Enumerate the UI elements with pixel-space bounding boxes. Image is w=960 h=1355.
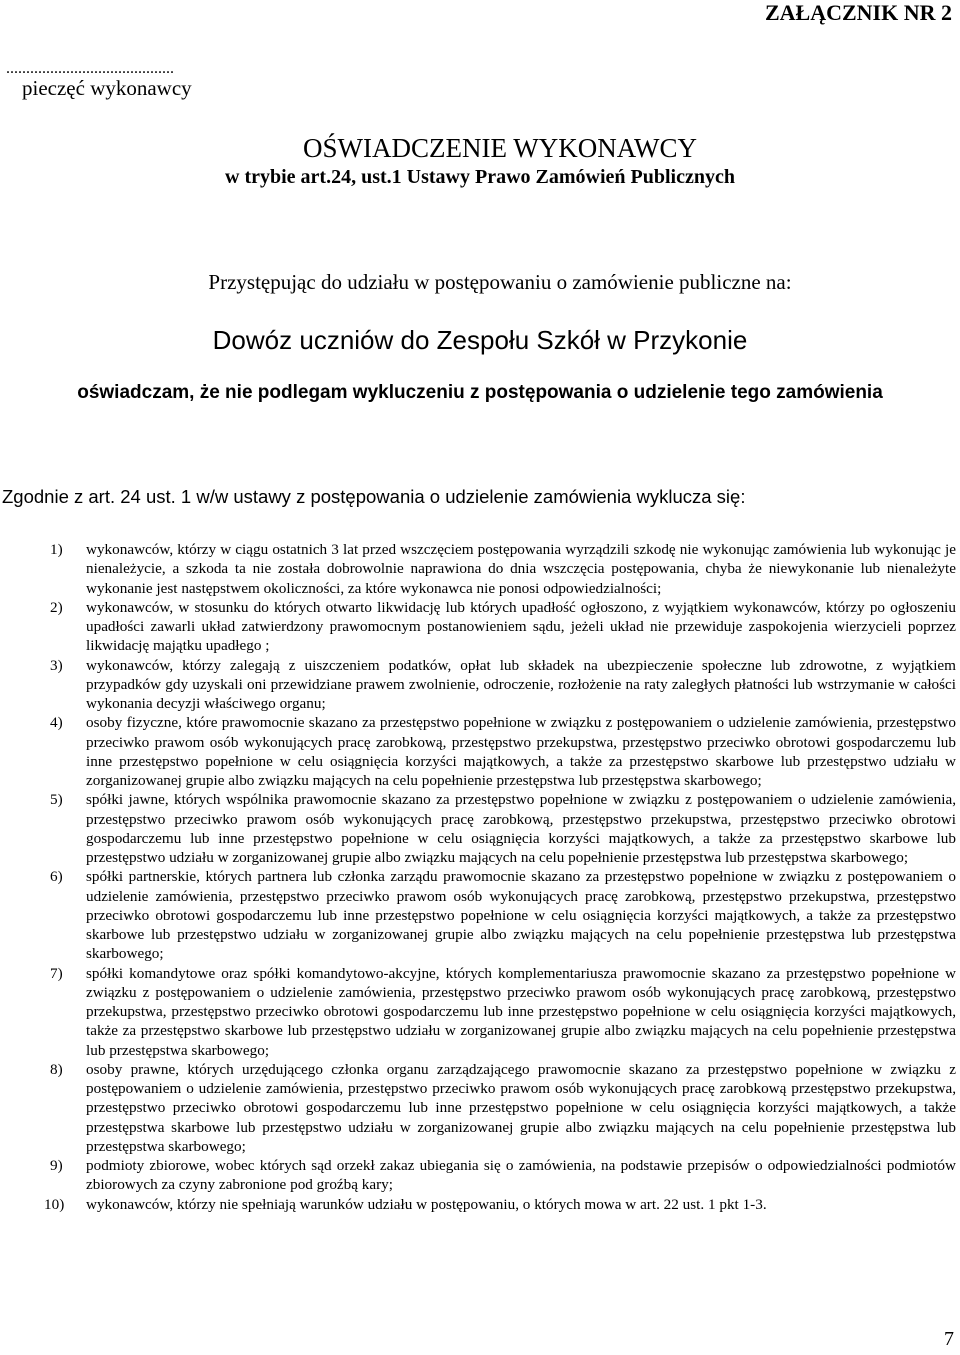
- list-item-text: spółki komandytowe oraz spółki komandytowo-akcyjne, których komplementariusza prawomocnie skazano za przestępstwo popełnione w związku z postępowaniem o udzielenie zamówienia, przestępstwo przeciwko prawom osób wykonujących pracę zarobkową, przestępstwo przekupstwa, przestępstwo przeciwko obrotowi gospodarczemu lub inne przestępstwo popełnione w celu osiągnięcia korzyści majątkowych, także za przestępstwo skarbowe lub przestępstwo udziału w zorganizowanej grupie albo związku mających na celu popełnienie przestępstwa lub przestępstwa skarbowego;: [86, 964, 956, 1059]
- list-item: [44, 1195, 956, 1214]
- list-item-text: podmioty zbiorowe, wobec których sąd orzekł zakaz ubiegania się o zamówienia, na podstawie przepisów o odpowiedzialności podmiotów zbiorowych za czyny zabronione pod groźbą kary;: [86, 1157, 956, 1194]
- exclusion-list: [44, 540, 956, 1214]
- stamp-label: pieczęć wykonawcy: [22, 76, 192, 100]
- list-item-text: wykonawców, którzy zalegają z uiszczeniem podatków, opłat lub składek na ubezpieczenie społeczne lub zdrowotne, z wyjątkiem przypadków gdy uzyskali oni przewidziane prawem zwolnienie, odroczenie, rozłożenie na raty zaległych płatności lub wstrzymanie w całości wykonania decyzji właściwego organu;: [86, 656, 956, 712]
- list-item-number: 1): [50, 541, 63, 558]
- intro-line: Przystępując do udziału w postępowaniu o zamówienie publiczne na:: [208, 270, 792, 294]
- list-item-text: spółki jawne, których wspólnika prawomocnie skazano za przestępstwo popełnione w związku z postępowaniem o udzielenie zamówienia, przestępstwo przeciwko prawom osób wykonujących pracę zarobkową, przestępstwo przekupstwa, przestępstwo przeciwko obrotowi gospodarczemu lub inne przestępstwo popełnione w celu osiągnięcia korzyści majątkowych, a także za przestępstwo skarbowe lub przestępstwo udziału w zorganizowanej grupie albo związku mających na celu popełnienie przestępstwa lub przestępstwa skarbowego;: [86, 791, 956, 866]
- stamp-placeholder-dots: ..........................................: [6, 60, 174, 77]
- attachment-label: ZAŁĄCZNIK NR 2: [764, 0, 952, 25]
- list-item-number: 10): [44, 1195, 65, 1213]
- document-title: OŚWIADCZENIE WYKONAWCY: [302, 133, 698, 163]
- list-item-text: wykonawców, którzy nie spełniają warunków udziału w postępowaniu, o których mowa w art. 22 ust. 1 pkt 1-3.: [86, 1195, 767, 1213]
- list-item-text: spółki partnerskie, których partnera lub członka zarządu prawomocnie skazano za przestępstwo popełnione w związku z postępowaniem o udzielenie zamówienia, przestępstwo przeciwko prawom osób wykonujących pracę zarobkową, przestępstwo przekupstwa, przestępstwo przeciwko obrotowi gospodarczemu lub inne przestępstwo popełnione w celu osiągnięcia korzyści majątkowych, a także za przestępstwo skarbowe lub przestępstwo udziału w zorganizowanej grupie albo związku mających na celu popełnienie przestępstwa lub przestępstwa skarbowego;: [86, 868, 956, 963]
- procurement-subject: Dowóz uczniów do Zespołu Szkół w Przykonie: [212, 325, 748, 355]
- list-item: [50, 713, 956, 790]
- list-item: [50, 540, 956, 598]
- page-number: 7: [944, 1328, 954, 1350]
- list-item-number: 8): [50, 1060, 63, 1078]
- list-item-number: 9): [50, 1157, 63, 1174]
- list-item: [50, 1060, 956, 1156]
- list-item-number: 6): [50, 868, 63, 886]
- list-item: [50, 656, 956, 714]
- list-item: [50, 964, 956, 1060]
- list-item-text: osoby prawne, których urzędującego członka organu zarządzającego prawomocnie skazano za przestępstwo popełnione w związku z postępowaniem o udzielenie zamówienia, przestępstwo przeciwko prawom osób wykonujących pracę zarobkową przestępstwo przekupstwa, przestępstwo przeciwko obrotowi gospodarczemu lub inne przestępstwo popełnione w celu osiągnięcia korzyści majątkowych, a także przestępstwa skarbowe lub przestępstwo udziału w zorganizowanej grupie albo związku mających na celu popełnienie przestępstwa lub przestępstwa skarbowego;: [86, 1060, 956, 1155]
- list-item: [50, 1156, 956, 1195]
- document-subtitle: w trybie art.24, ust.1 Ustawy Prawo Zamówień Publicznych: [225, 166, 735, 188]
- list-item-text: wykonawców, którzy w ciągu ostatnich 3 lat przed wszczęciem postępowania wyrządzili szkodę nie wykonując zamówienia lub wykonując je nienależycie, a szkoda ta nie została dobrowolnie naprawiona do dnia wszczęcia postępowania, chyba że niewykonanie lub nienależyte wykonanie jest następstwem okoliczności, za które wykonawca nie ponosi odpowiedzialności;: [86, 541, 956, 597]
- legal-basis-line: Zgodnie z art. 24 ust. 1 w/w ustawy z postępowania o udzielenie zamówienia wyklucza się:: [2, 486, 746, 507]
- list-item-number: 7): [50, 964, 63, 982]
- list-item-number: 3): [50, 656, 63, 674]
- list-item: [50, 598, 956, 656]
- list-item-text: osoby fizyczne, które prawomocnie skazano za przestępstwo popełnione w związku z postępowaniem o udzielenie zamówienia, przestępstwo przeciwko prawom osób wykonujących pracę zarobkową, przestępstwo przekupstwa, przestępstwo przeciwko obrotowi gospodarczemu lub inne przestępstwo popełnione w celu osiągnięcia korzyści majątkowych, a także za przestępstwo skarbowe lub przestępstwo udziału w zorganizowanej grupie albo związku mających na celu popełnienie przestępstwa lub przestępstwa skarbowego;: [86, 714, 956, 789]
- list-item-number: 4): [50, 714, 63, 732]
- list-item-number: 5): [50, 791, 63, 809]
- list-item-number: 2): [50, 598, 63, 616]
- declaration-statement: oświadczam, że nie podlegam wykluczeniu z postępowania o udzielenie tego zamówienia: [77, 382, 883, 403]
- list-item-text: wykonawców, w stosunku do których otwarto likwidację lub których upadłość ogłoszono, z wyjątkiem wykonawców, którzy po ogłoszeniu upadłości zawarli układ zatwierdzony prawomocnym postanowieniem sądu, jeżeli układ nie przewiduje zaspokojenia wierzycieli poprzez likwidację majątku upadłego ;: [86, 598, 956, 655]
- list-item: [50, 790, 956, 867]
- list-item: [50, 867, 956, 963]
